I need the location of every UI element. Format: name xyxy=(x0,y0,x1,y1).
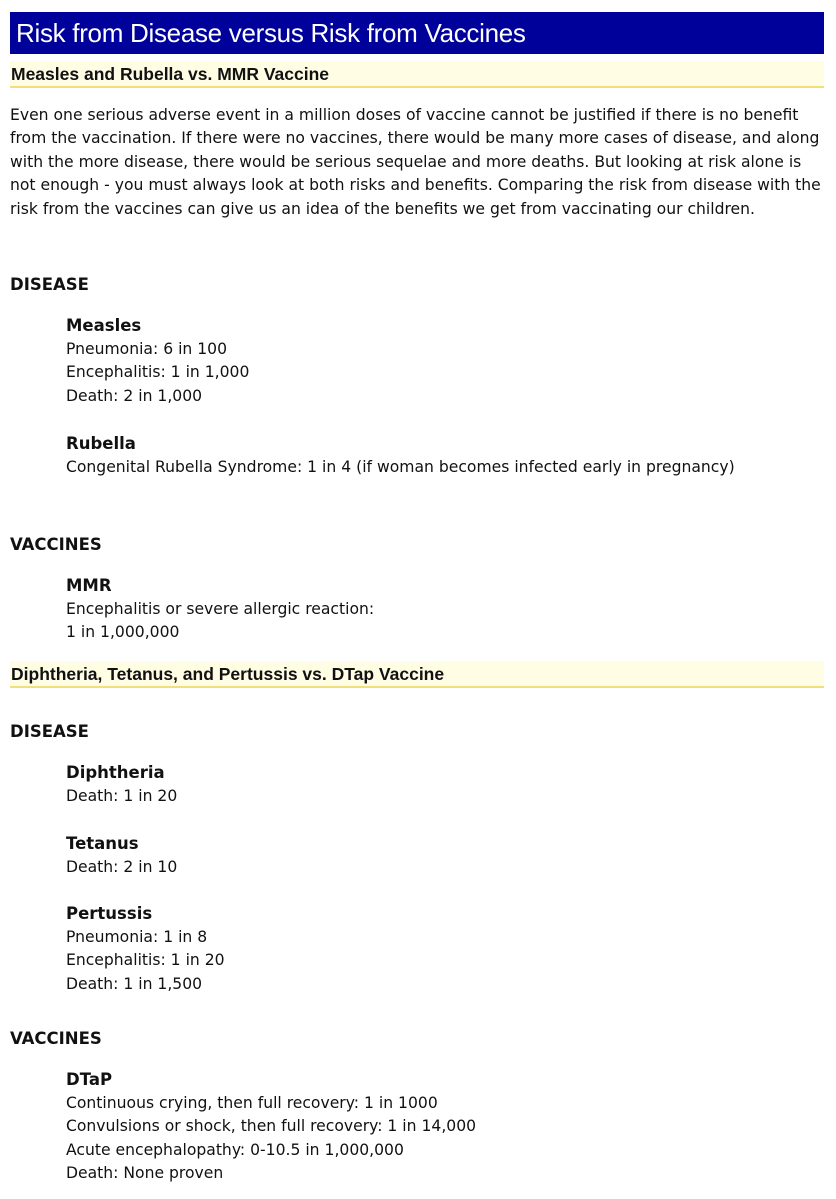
disease-name: Pertussis xyxy=(66,904,153,923)
risk-line: Convulsions or shock, then full recovery: 1 in 14,000 xyxy=(66,1117,477,1136)
risk-line: Death: None proven xyxy=(66,1164,224,1183)
intro-paragraph: Even one serious adverse event in a million doses of vaccine cannot be justified if there is no benefit from the vaccination. If there were no vaccines, there would be many more cases of disease, and along with the more disease, there would be serious sequelae and more deaths. But looking at risk alone is not enough - you must always look at both risks and benefits. Comparing the risk from disease with the risk from the vaccines can give us an idea of the benefits we get from vaccinating our children. xyxy=(10,106,821,218)
page-title: Risk from Disease versus Risk from Vaccines xyxy=(10,12,824,54)
risk-line: Pneumonia: 6 in 100 xyxy=(66,340,228,358)
disease-item-pertussis xyxy=(66,902,806,996)
risk-line: Pneumonia: 1 in 8 xyxy=(66,928,208,946)
disease-heading: DISEASE xyxy=(10,722,89,741)
vaccine-item-dtap xyxy=(66,1068,806,1186)
vaccine-name: DTaP xyxy=(66,1070,113,1089)
section-header-measles-rubella: Measles and Rubella vs. MMR Vaccine xyxy=(10,61,824,88)
disease-name: Diphtheria xyxy=(66,763,165,782)
risk-line: Death: 1 in 20 xyxy=(66,787,178,805)
disease-item-measles xyxy=(66,314,806,408)
risk-line: Congenital Rubella Syndrome: 1 in 4 (if woman becomes infected early in pregnancy) xyxy=(66,458,735,476)
disease-name: Tetanus xyxy=(66,834,139,853)
section-header-dtap: Diphtheria, Tetanus, and Pertussis vs. DTap Vaccine xyxy=(10,661,824,688)
disease-name: Rubella xyxy=(66,434,136,453)
risk-line: Encephalitis: 1 in 20 xyxy=(66,951,225,970)
risk-line: 1 in 1,000,000 xyxy=(66,623,180,642)
risk-line: Encephalitis or severe allergic reaction: xyxy=(66,600,375,618)
disease-item-tetanus xyxy=(66,832,806,879)
disease-item-diphtheria xyxy=(66,761,806,808)
risk-line: Death: 1 in 1,500 xyxy=(66,974,203,993)
risk-line: Death: 2 in 1,000 xyxy=(66,386,203,405)
disease-item-rubella xyxy=(66,432,756,479)
disease-heading: DISEASE xyxy=(10,275,89,294)
disease-name: Measles xyxy=(66,316,142,335)
risk-line: Continuous crying, then full recovery: 1 in 1000 xyxy=(66,1094,438,1112)
risk-line: Encephalitis: 1 in 1,000 xyxy=(66,363,250,382)
vaccine-name: MMR xyxy=(66,576,112,595)
vaccine-item-mmr xyxy=(66,574,806,645)
vaccines-heading: VACCINES xyxy=(10,535,102,554)
vaccines-heading: VACCINES xyxy=(10,1029,102,1048)
risk-line: Death: 2 in 10 xyxy=(66,858,178,876)
risk-line: Acute encephalopathy: 0-10.5 in 1,000,000 xyxy=(66,1140,404,1159)
